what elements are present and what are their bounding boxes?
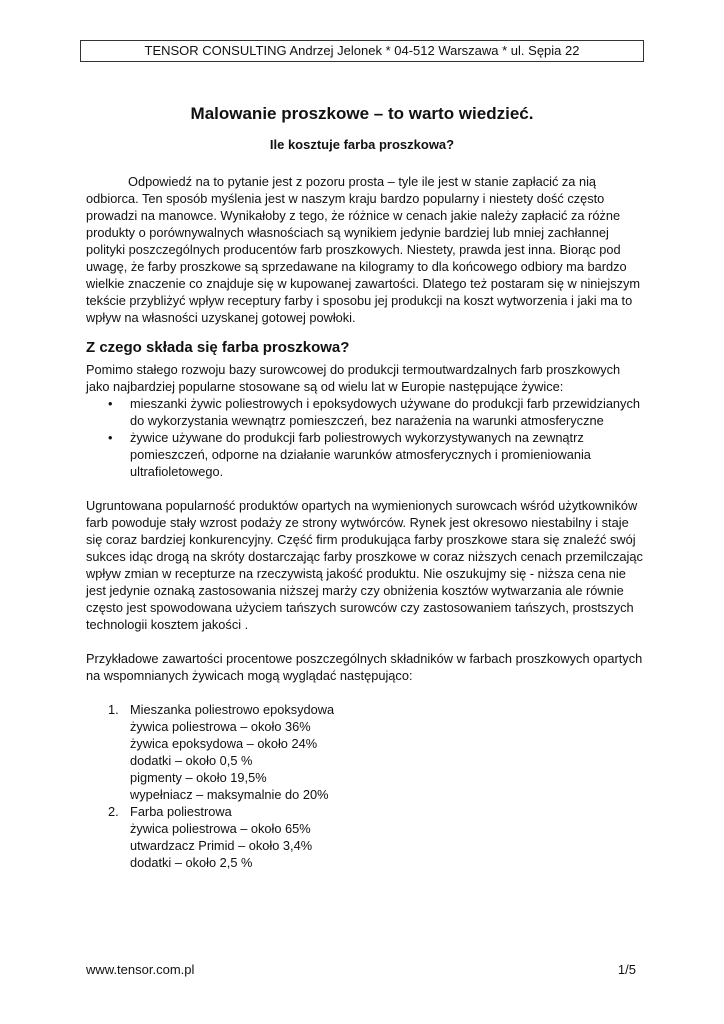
document-title: Malowanie proszkowe – to warto wiedzieć. — [190, 104, 534, 123]
bullet-icon: • — [108, 430, 113, 445]
spacer — [86, 684, 646, 701]
intro-paragraph: Odpowiedź na to pytanie jest z pozoru prosta – tyle ile jest w stanie zapłacić za nią odbiorca. Ten sposób myślenia jest w naszym kraju bardzo popularny i niestety dość często prowadzi na manowce. Wynikałoby z tego, że różnice w cenach jakie należy zapłacić za różne produkty o porównywalnych własnościach są wynikiem jedynie bardziej lub mniej zachłannej polityki poszczególnych producentów farb proszkowych. Niestety, prawda jest inna. Biorąc pod uwagę, że farby proszkowe są sprzedawane na kilogramy to dla końcowego odbiory ma bardzo wielkie znaczenie co znajduje się w kupowanej zawartości. Dlatego też postaram się w niniejszym tekście przybliżyć wpływ receptury farby i sposobu jej produkcji na koszt wytworzenia i jaki ma to wpływ na własności uzyskanej gotowej powłoki. — [86, 174, 641, 325]
recipe-number: 1. — [108, 702, 119, 717]
spacer — [86, 480, 646, 497]
section-heading: Z czego składa się farba proszkowa? — [86, 339, 350, 356]
recipe-component: dodatki – około 2,5 % — [130, 855, 253, 870]
list-item-text: mieszanki żywic poliestrowych i epoksydowych używane do produkcji farb przewidzianych do wykorzystania wewnątrz pomieszczeń, bez narażenia na warunki atmosferyczne — [130, 396, 640, 428]
recipe-name: Farba poliestrowa — [130, 804, 232, 819]
resin-list — [86, 395, 646, 480]
list-item-text: żywice używane do produkcji farb poliestrowych wykorzystywanych na zewnątrz pomieszczeń, odporne na działanie warunków atmosferycznych i promieniowania ultrafioletowego. — [130, 430, 591, 479]
recipe-component: dodatki – około 0,5 % — [130, 753, 253, 768]
recipe-item — [86, 803, 646, 871]
spacer — [86, 633, 646, 650]
document-subtitle: Ile kosztuje farba proszkowa? — [269, 137, 455, 152]
recipe-number: 2. — [108, 804, 119, 819]
footer-website-link[interactable]: www.tensor.com.pl — [86, 962, 195, 977]
section-lead-paragraph: Pomimo stałego rozwoju bazy surowcowej do produkcji termoutwardzalnych farb proszkowych jako najbardziej popularne stosowane są od wielu lat w Europie następujące żywice: — [86, 362, 621, 394]
recipe-component: żywica poliestrowa – około 36% — [130, 719, 311, 734]
document-body — [86, 173, 646, 871]
recipe-list — [86, 701, 646, 871]
footer-page-number: 1/5 — [617, 962, 636, 977]
recipe-item — [86, 701, 646, 803]
list-item — [86, 395, 646, 429]
recipe-component: utwardzacz Primid – około 3,4% — [130, 838, 313, 853]
recipe-component: pigmenty – około 19,5% — [130, 770, 267, 785]
recipe-component: wypełniacz – maksymalnie do 20% — [130, 787, 329, 802]
recipe-name: Mieszanka poliestrowo epoksydowa — [130, 702, 335, 717]
composition-paragraph: Przykładowe zawartości procentowe poszczególnych składników w farbach proszkowych opartych na wspomnianych żywicach mogą wyglądać następująco: — [86, 651, 643, 683]
recipe-component: żywica poliestrowa – około 65% — [130, 821, 311, 836]
page-header: TENSOR CONSULTING Andrzej Jelonek * 04-512 Warszawa * ul. Sępia 22 — [80, 40, 644, 62]
market-paragraph: Ugruntowana popularność produktów opartych na wymienionych surowcach wśród użytkowników farb powoduje stały wzrost podaży ze strony wytwórców. Rynek jest okresowo niestabilny i staje się coraz bardziej konkurencyjny. Część firm produkująca farby proszkowe stara się znaleźć swój sukces idąc drogą na skróty dostarczając farby proszkowe w coraz niższych cenach przemilczając wpływ zmian w recepturze na rzeczywistą jakość produktu. Nie oszukujmy się - niższa cena nie jest jedynie oznaką zastosowania niższej marży czy obniżenia kosztów wytwarzania ale równie często jest spowodowana użyciem tańszych surowców czy zastosowaniem tańszych, prostszych technologii kosztem jakości . — [86, 498, 643, 632]
list-item — [86, 429, 646, 480]
recipe-component: żywica epoksydowa – około 24% — [130, 736, 318, 751]
bullet-icon: • — [108, 396, 113, 411]
